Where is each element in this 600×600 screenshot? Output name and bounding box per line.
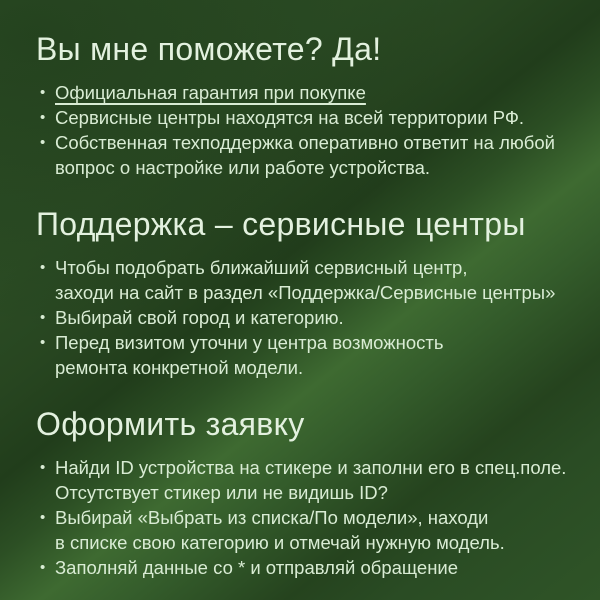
section-service-centers-title: Поддержка – сервисные центры bbox=[36, 206, 526, 242]
bullet-item bbox=[38, 455, 592, 505]
bullet-dot: • bbox=[40, 109, 46, 126]
bullet-item bbox=[38, 330, 592, 380]
section-help bbox=[36, 28, 592, 180]
section-service-centers-bullet-list bbox=[36, 255, 592, 380]
bullet-line: Выбирай свой город и категорию. bbox=[55, 307, 344, 328]
bullet-line: Сервисные центры находятся на всей территории РФ. bbox=[55, 107, 525, 128]
bullet-line: Выбирай «Выбрать из списка/По модели», находи bbox=[55, 507, 489, 528]
bullet-line-wrap: Отсутствует стикер или не видишь ID? bbox=[55, 482, 388, 503]
bullet-dot: • bbox=[40, 459, 46, 476]
section-submit-request bbox=[36, 403, 592, 580]
bullet-line-wrap: вопрос о настройке или работе устройства. bbox=[55, 157, 430, 178]
section-submit-request-title: Оформить заявку bbox=[36, 406, 305, 442]
bullet-dot: • bbox=[40, 309, 46, 326]
bullet-dot: • bbox=[40, 334, 46, 351]
bullet-line-warranty: Официальная гарантия при покупке bbox=[55, 82, 366, 103]
bullet-item bbox=[38, 505, 592, 555]
bullet-line-wrap: в списке свою категорию и отмечай нужную модель. bbox=[55, 532, 505, 553]
bullet-dot: • bbox=[40, 259, 46, 276]
bullet-dot: • bbox=[40, 134, 46, 151]
bullet-item bbox=[38, 130, 592, 180]
bullet-dot: • bbox=[40, 84, 46, 101]
section-submit-request-bullet-list bbox=[36, 455, 592, 580]
bullet-dot: • bbox=[40, 559, 46, 576]
bullet-item bbox=[38, 105, 592, 130]
bullet-line: Чтобы подобрать ближайший сервисный центр, bbox=[55, 257, 468, 278]
bullet-item bbox=[38, 555, 592, 580]
bullet-item bbox=[38, 80, 592, 105]
bullet-line: Собственная техподдержка оперативно ответит на любой bbox=[55, 132, 555, 153]
bullet-line: Найди ID устройства на стикере и заполни его в спец.поле. bbox=[55, 457, 567, 478]
bullet-line-wrap: ремонта конкретной модели. bbox=[55, 357, 304, 378]
bullet-item bbox=[38, 255, 592, 305]
bullet-item bbox=[38, 305, 592, 330]
section-service-centers bbox=[36, 203, 592, 380]
bullet-line-wrap: заходи на сайт в раздел «Поддержка/Сервисные центры» bbox=[55, 282, 556, 303]
bullet-line: Перед визитом уточни у центра возможность bbox=[55, 332, 444, 353]
section-help-bullet-list bbox=[36, 80, 592, 180]
section-help-title: Вы мне поможете? Да! bbox=[36, 31, 382, 67]
bullet-dot: • bbox=[40, 509, 46, 526]
bullet-line: Заполняй данные со * и отправляй обращение bbox=[55, 557, 459, 578]
